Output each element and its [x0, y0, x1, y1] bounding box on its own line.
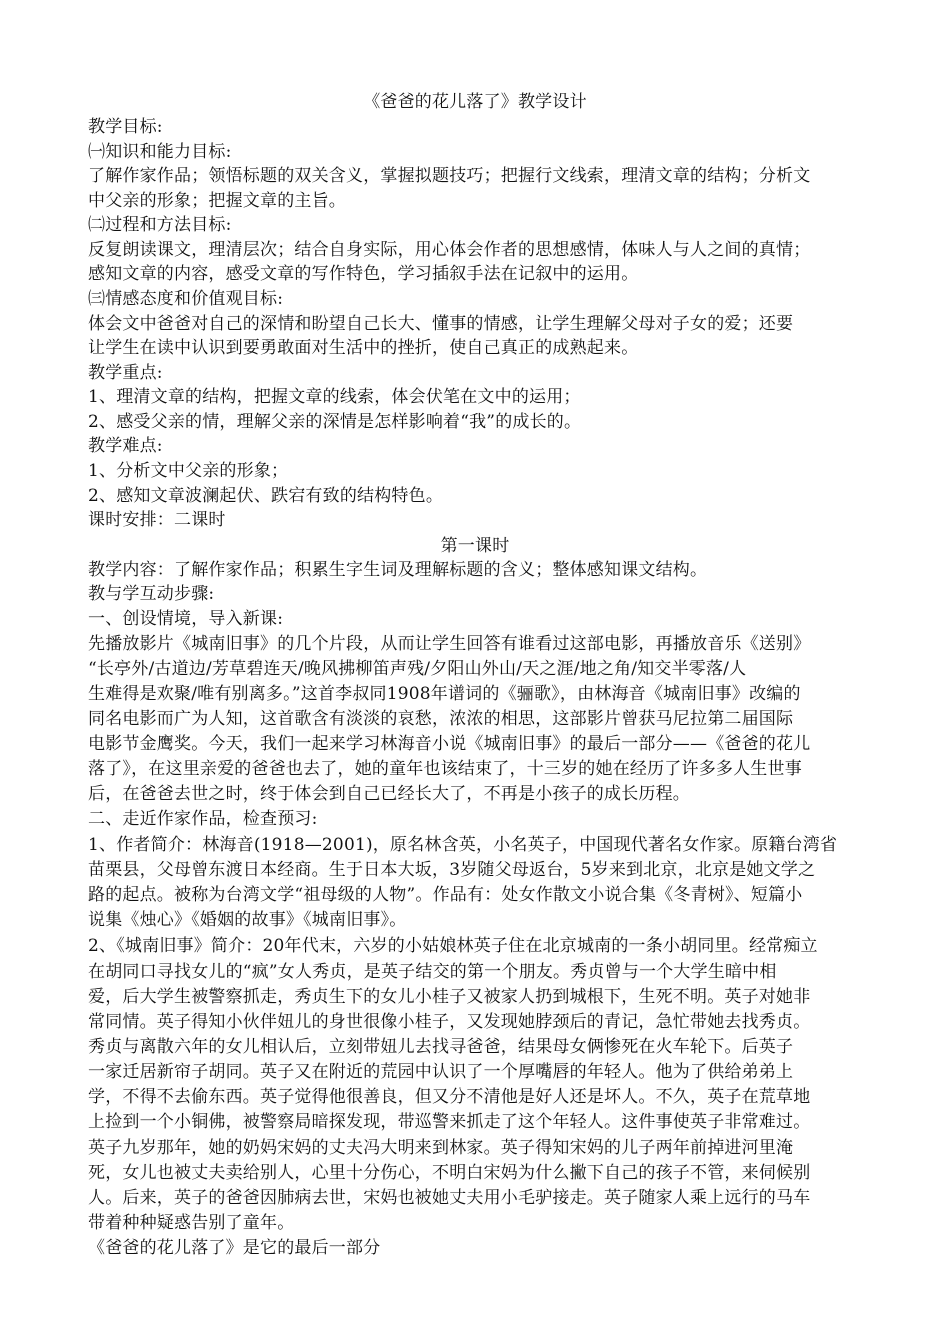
step2-heading: 二、走近作家作品，检查预习:	[88, 809, 318, 829]
difficulties-heading: 教学难点:	[88, 436, 163, 456]
paragraph-line: 爱，后大学生被警察抓走，秀贞生下的女儿小桂子又被家人扔到城根下，生死不明。英子对她非	[88, 987, 811, 1007]
steps-heading: 教与学互动步骤:	[88, 584, 215, 604]
key-points-heading: 教学重点:	[88, 363, 163, 383]
goals-heading: 教学目标:	[88, 117, 163, 137]
schedule-line: 课时安排：二课时	[88, 510, 226, 530]
paragraph-line: 上捡到一个小铜佛，被警察局暗探发现，带巡警来抓走了这个年轻人。这件事使英子非常难过。	[88, 1112, 811, 1132]
paragraph-line: 让学生在读中认识到要勇敢面对生活中的挫折，使自己真正的成熟起来。	[88, 338, 639, 358]
paragraph-line: 中父亲的形象；把握文章的主旨。	[88, 191, 346, 211]
list-item: 1、理清文章的结构，把握文章的线索，体会伏笔在文中的运用；	[88, 387, 581, 407]
paragraph-line: 同名电影而广为人知，这首歌含有淡淡的哀愁，浓浓的相思，这部影片曾获马尼拉第二届国际	[88, 709, 794, 729]
paragraph-line: “长亭外/古道边/芳草碧连天/晚风拂柳笛声残/夕阳山外山/天之涯/地之角/知交半零落/人	[88, 659, 747, 679]
paragraph-line: 人。后来，英子的爸爸因肺病去世，宋妈也被她丈夫用小毛驴接走。英子随家人乘上远行的马车	[88, 1188, 811, 1208]
paragraph-line: 学，不得不去偷东西。英子觉得他很善良，但又分不清他是好人还是坏人。不久，英子在荒草地	[88, 1087, 811, 1107]
step1-heading: 一、创设情境，导入新课:	[88, 609, 284, 629]
list-item: 2、感知文章波澜起伏、跌宕有致的结构特色。	[88, 486, 444, 506]
paragraph-line: 带着种种疑惑告别了童年。	[88, 1213, 295, 1233]
list-item: 2、感受父亲的情，理解父亲的深情是怎样影响着“我”的成长的。	[88, 412, 582, 432]
paragraph-line: 路的起点。被称为台湾文学“祖母级的人物”。作品有：处女作散文小说合集《冬青树》、短篇小	[88, 885, 803, 905]
paragraph-line: 反复朗读课文，理清层次；结合自身实际，用心体会作者的思想感情，体味人与人之间的真情；	[88, 240, 811, 260]
paragraph-line: 后，在爸爸去世之时，终于体会到自己已经长大了，不再是小孩子的成长历程。	[88, 784, 690, 804]
paragraph-line: 了解作家作品；领悟标题的双关含义，掌握拟题技巧；把握行文线索，理清文章的结构；分析文	[88, 166, 811, 186]
lesson-heading: 第一课时	[440, 536, 510, 556]
paragraph-line: 感知文章的内容，感受文章的写作特色，学习插叙手法在记叙中的运用。	[88, 264, 639, 284]
lesson-content: 教学内容：了解作家作品；积累生字生词及理解标题的含义；整体感知课文结构。	[88, 560, 708, 580]
list-item: 1、分析文中父亲的形象；	[88, 461, 289, 481]
paragraph-line: 《爸爸的花儿落了》是它的最后一部分	[88, 1238, 381, 1258]
knowledge-goal-heading: ㈠知识和能力目标:	[88, 142, 232, 162]
paragraph-line: 先播放影片《城南旧事》的几个片段，从而让学生回答有谁看过这部电影，再播放音乐《送别》	[88, 634, 811, 654]
paragraph-line: 1、作者简介：林海音(1918—2001)，原名林含英，小名英子，中国现代著名女作家。原籍台湾省	[88, 835, 838, 855]
document-title: 《爸爸的花儿落了》教学设计	[363, 92, 587, 112]
paragraph-line: 一家迁居新帘子胡同。英子又在附近的荒园中认识了一个厚嘴唇的年轻人。他为了供给弟弟上	[88, 1062, 794, 1082]
paragraph-line: 体会文中爸爸对自己的深情和盼望自己长大、懂事的情感，让学生理解父母对子女的爱；还要	[88, 314, 794, 334]
paragraph-line: 在胡同口寻找女儿的“疯”女人秀贞，是英子结交的第一个朋友。秀贞曾与一个大学生暗中相	[88, 962, 777, 982]
paragraph-line: 常同情。英子得知小伙伴妞儿的身世很像小桂子，又发现她脖颈后的青记，急忙带她去找秀贞。	[88, 1012, 811, 1032]
paragraph-line: 英子九岁那年，她的奶妈宋妈的丈夫冯大明来到林家。英子得知宋妈的儿子两年前掉进河里淹	[88, 1138, 794, 1158]
paragraph-line: 落了》，在这里亲爱的爸爸也去了，她的童年也该结束了，十三岁的她在经历了许多多人生世事	[88, 759, 802, 779]
paragraph-line: 生难得是欢聚/唯有别离多。”这首李叔同1908年谱词的《骊歌》，由林海音《城南旧事》改编的	[88, 684, 801, 704]
paragraph-line: 说集《烛心》《婚姻的故事》《城南旧事》。	[88, 910, 407, 930]
paragraph-line: 苗栗县，父母曾东渡日本经商。生于日本大坂，3岁随父母返台，5岁来到北京，北京是她文学之	[88, 860, 816, 880]
process-goal-heading: ㈡过程和方法目标:	[88, 215, 232, 235]
paragraph-line: 电影节金鹰奖。今天，我们一起来学习林海音小说《城南旧事》的最后一部分——《爸爸的花儿	[88, 734, 811, 754]
emotion-goal-heading: ㈢情感态度和价值观目标:	[88, 289, 284, 309]
paragraph-line: 2、《城南旧事》简介：20年代末，六岁的小姑娘林英子住在北京城南的一条小胡同里。经常痴立	[88, 936, 818, 956]
paragraph-line: 秀贞与离散六年的女儿相认后，立刻带妞儿去找寻爸爸，结果母女俩惨死在火车轮下。后英子	[88, 1037, 794, 1057]
paragraph-line: 死，女儿也被丈夫卖给别人，心里十分伤心，不明白宋妈为什么撇下自己的孩子不管，来伺候别	[88, 1163, 811, 1183]
